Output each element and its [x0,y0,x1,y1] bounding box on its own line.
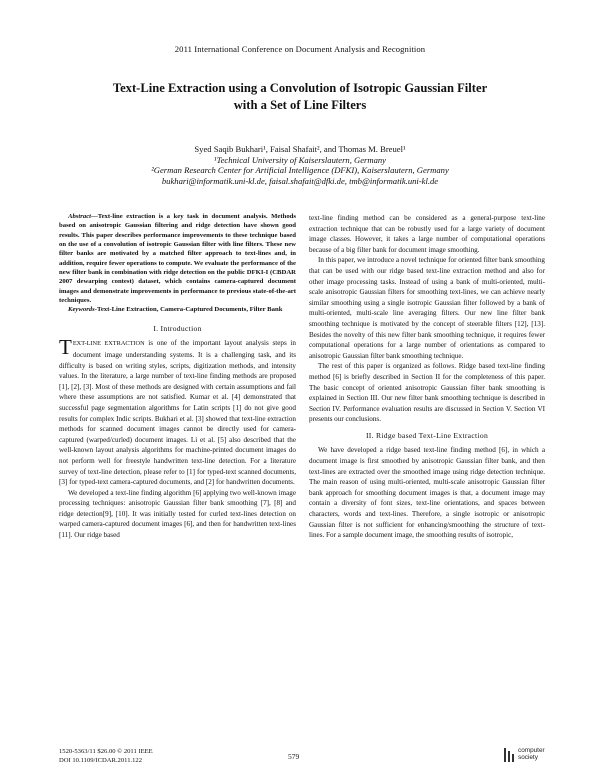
footer-issn: 1520-5363/11 $26.00 © 2011 IEEE [59,748,153,755]
footer-doi: DOI 10.1109/ICDAR.2011.122 [59,756,143,764]
keywords [59,305,296,314]
intro-paragraph-3: In this paper, we introduce a novel technique for oriented filter bank smoothing that can be used with our ridge based text-line extraction method and also for other image processing tasks. Instead of using a bank of multi-oriented, multi-scale anisotropic Gaussian filters for smoothing text-lines, we can achieve nearly similar smoothing using a single isotropic Gaussian filter followed by a bank of multi-oriented, multi-scale line averaging filters. Our new line filter bank smoothing technique is motivated by the concept of steerable filters [12], [13]. Besides the novelty of this new filter bank smoothing technique, it requires fewer computational operations for a large number of orientations as compared to anisotropic Gaussian filter bank smoothing technique. [309,256,545,360]
keywords-label: Keywords [68,306,95,314]
society-emblem-icon [502,746,516,764]
author-block [40,144,560,186]
drop-cap: T [59,335,72,360]
logo-line-1: computer [518,747,545,754]
title-line-2: with a Set of Line Filters [233,98,367,112]
intro-paragraph-1 [59,335,296,487]
abstract [59,212,296,305]
paper-title [40,80,560,114]
section-heading-ridge: II. Ridge based Text-Line Extraction [365,430,489,440]
author-emails: bukhari@informatik.uni-kl.de, faisal.shafait@dfki.de, tmb@informatik.uni-kl.de [161,175,439,186]
intro-paragraph-1-text: is one of the important layout analysis steps in document image understanding systems. It is a challenging task, and its difficulty is based on writing styles, scripts, digitization methods, and intensity values. In the literature, a large number of text-line finding methods are proposed [1], [2], [3]. Most of these methods are designed with certain assumptions and fail where these assumptions are not satisfied. Kumar et al. [4] demonstrated that successful page segmentation algorithms for Latin scripts [1] do not give good results for complex Indic scripts. Bukhari et al. [3] showed that text-line extraction methods for scanned document images cannot be directly used for camera-captured (warped/curled) document images. Li et al. [5] also described that the well-known layout analysis algorithms for machine-printed document images do not perform well for freestyle handwritten text-line detection. For a literature survey of text-line detection, please refer to [1] for typed-text scanned documents, [3] for typed-text camera-captured documents, and [2] for handwritten documents. [59,339,296,487]
author-names: Syed Saqib Bukhari¹, Faisal Shafait², and Thomas M. Breuel¹ [194,144,406,154]
intro-paragraph-2-continued: text-line finding method can be considered as a general-purpose text-line extraction technique that can be robustly used for a large variety of document image classes. However, it takes a large number of computational operations because of a big filter bank for document image smoothing. [309,214,545,254]
affiliation-2: ²German Research Center for Artificial Intelligence (DFKI), Kaiserslautern, Germany [151,165,449,175]
ridge-paragraph-1: We have developed a ridge based text-line finding method [6], in which a document image is first smoothed by anisotropic Gaussian filter bank, and then text-lines are extracted over the smoothed image using ridge detection technique. The main reason of using multi-oriented, multi-scale anisotropic Gaussian filter bank approach for smoothing document images is that, a document image may contain a diversity of font sizes, text-line orientations, and spaces between characters, words and text-lines. Therefore, a single isotropic or anisotropic Gaussian filter is not sufficient for enhancing/smoothing the structure of text-lines. For a sample document image, the smoothing results of isotropic, [309,446,545,540]
keywords-text: -Text-Line Extraction, Camera-Captured Documents, Filter Bank [94,306,283,314]
ieee-computer-society-logo [502,744,550,768]
abstract-text: —Text-line extraction is a key task in document analysis. Methods based on anisotropic Gaussian filtering and ridge detection have shown good results. This paper describes performance improvements to these technique based on the use of a convolution of isotropic Gaussian filter with line filters. These new filter banks are motivated by a matched filter approach to text-lines and, in addition, require fewer operations to compute. We evaluate the performance of the new filter bank in combination with ridge detection on the public DFKI-I (CBDAR 2007 dewarping contest) dataset, which contains camera-captured document images and demonstrate improvements in performance to previous state-of-the-art techniques. [59,213,296,305]
intro-lead: EXT-LINE EXTRACTION [72,340,145,348]
abstract-label: Abstract [68,213,92,220]
intro-paragraph-2: We developed a text-line finding algorithm [6] applying two well-known image processing techniques: anisotropic Gaussian filter bank smoothing [7], [8] and ridge detection[9], [10]. It was initially tested for curled text-lines detection on warped camera-captured document images [6], and then for handwritten text-lines [11]. Our ridge based [59,488,296,540]
left-column [59,212,296,541]
right-column [309,213,545,541]
section-heading-introduction: I. Introduction [153,323,202,333]
logo-line-2: society [518,753,538,761]
page-number: 579 [288,752,300,761]
intro-paragraph-4: The rest of this paper is organized as follows. Ridge based text-line finding method [6] is briefly described in Section II for the completeness of this paper. The basic concept of oriented anisotropic Gaussian filter bank smoothing is explained in Section III. Our new filter bank smoothing technique is described in Section IV. Performance evaluation results are discussed in Section V. Section VI presents our conclusions. [309,362,545,424]
title-line-1: Text-Line Extraction using a Convolution of Isotropic Gaussian Filter [112,81,488,95]
footer-copyright [59,748,153,765]
logo-wordmark [518,748,545,761]
conference-header: 2011 International Conference on Document Analysis and Recognition [174,44,426,54]
affiliation-1: ¹Technical University of Kaiserslautern, Germany [214,154,386,165]
